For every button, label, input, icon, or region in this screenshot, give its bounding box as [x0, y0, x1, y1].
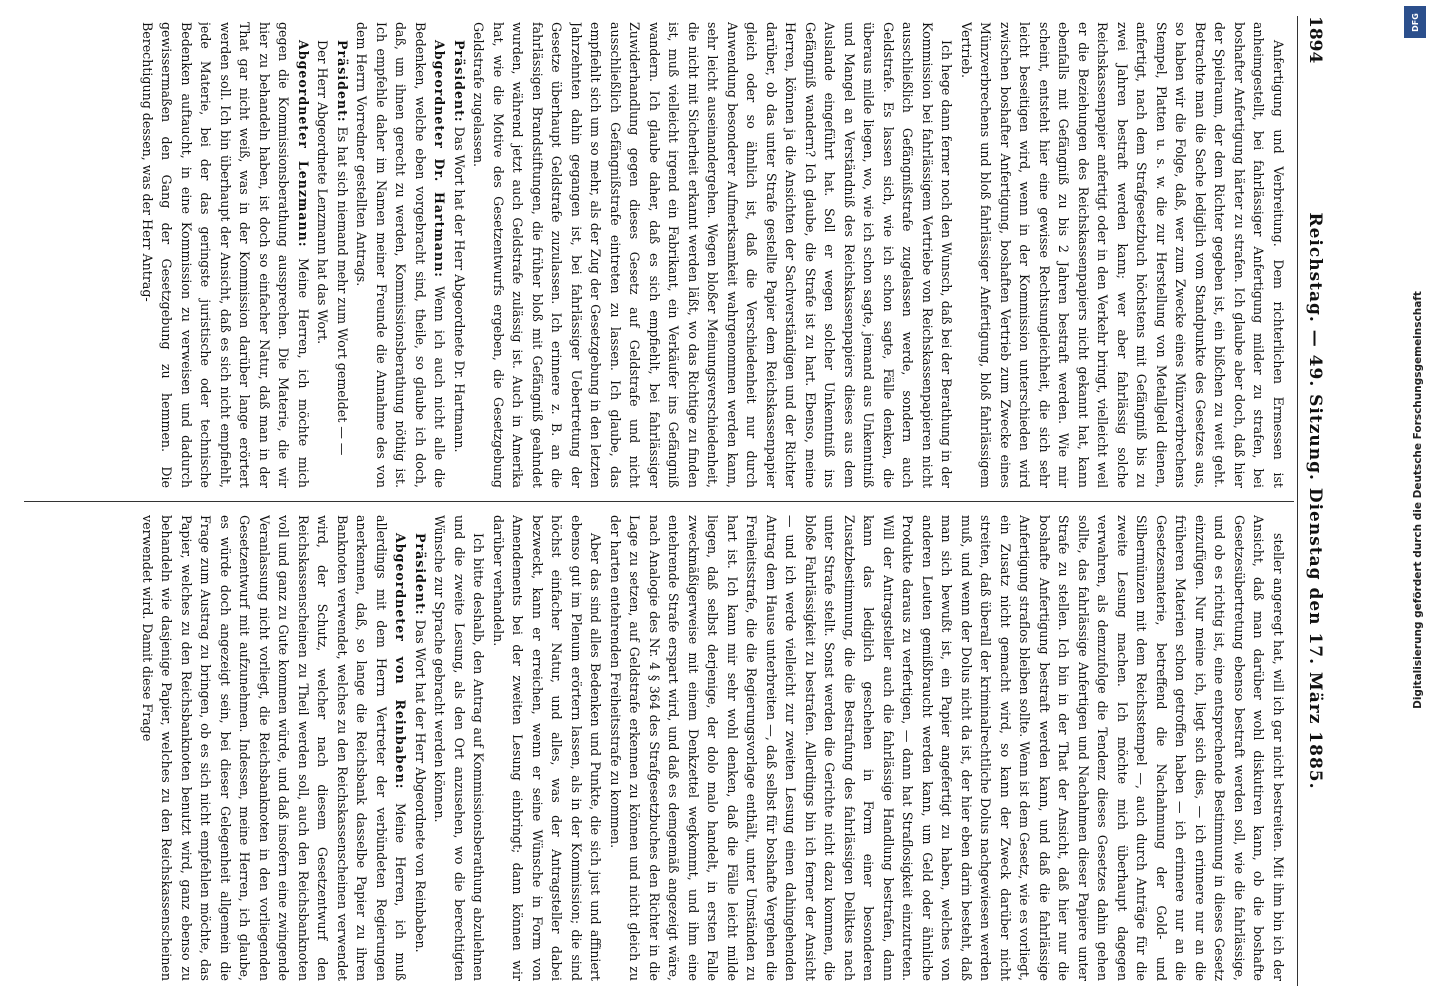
left-column — [18, 22, 1288, 488]
paragraph — [489, 515, 606, 981]
paragraph-text: steller angeregt hat, will ich gar nicht bestreiten. Mit ihm bin ich der Ansicht, daß man darüber wohl diskutiren kann, ob die boshafte Gesetzesübertretung ebenso bestraft werden soll, wie die fahrlässige, und ob es richtig ist, eine entsprechende Bestimmung in dieses Gesetz einzufügen. Nur meine ich, liegt sich dies, — ich erinnere nur an die früheren Materien schon getroffen haben — ich erinnere nur an die Gesetzesmaterie, betreffend die Nachahmung der Gold- und Silbermünzen mit dem Reichsstempel —, auch durch Anträge für die zweite Lesung machen. Ich möchte mich überhaupt dagegen verwahren, als demzufolge die Tendenz dieses Gesetzes dahin gehen sollte, das fahrlässige Anfertigen und Nachahmen dieser Papiere unter Strafe zu stellen. Ich bin in der That der Ansicht, daß hier nur die boshafte Anfertigung bestraft werden kann, und daß die fahrlässige Anfertigung straflos bleiben sollte. Wenn ist dem Gesetz, wie es vorliegt, ein Zusatz nicht gemacht wird, so kann der Zweck darüber nicht streiten, daß überall der kriminalrechtliche Dolus nachgewiesen werden muß, und wenn der Dolus nicht da ist, der hier eben darin besteht, daß man sich bewußt ist, ein Papier angefertigt zu haben, welches von anderen Leuten gemißbraucht werden kann, um Geld oder ähnliche Produkte daraus zu verfertigen, — dann hat Straflosigkeit einzutreten. Will der Antragsteller auch die fahrlässige Handlung bestrafen, dann kann das lediglich geschehen in Form einer besonderen Zusatzbestimmung, die die Bestrafung des fahrlässigen Deliktes nach unter Strafe stellt. Sonst werden die Gerichte nicht dazu kommen, die bloße Fahrlässigkeit zu bestrafen. Allerdings bin ich ferner der Ansicht — und ich werde vielleicht zur zweiten Lesung einen dahingehenden Antrag dem Hause unterbreiten —, daß selbst für boshafte Vergehen die Freiheitsstrafe, die die Regierungsvorlage enthält, unter Umständen zu hart ist. Ich kann mir sehr wohl denken, daß die Fälle leicht milde liegen, daß selbst derjenige, der dolo malo handelt, in ersten Falle zweckmäßigerweise mit einem Denkzettel wegkommt, und ihm eine entehrende Strafe erspart wird, und daß es demgemäß angezeigt wäre, nach Analogie des Nr. 4 § 364 des Strafgesetzbuches den Richter in die Lage zu setzen, auf Geldstrafe erkennen zu können und nicht gleich zu der harten entehrenden Freiheitsstrafe zu kommen. — [608, 515, 1286, 981]
paragraph-text: Ich hege dann ferner noch den Wunsch, daß bei der Berathung in der Kommission bei fahrlässigem Vertriebe von Reichskassenpapieren nicht ausschließlich Gefängnißstrafe zugelassen werde, sondern auch Geldstrafe. Es lassen sich, wie ich schon sagte, Fälle denken, die überaus milde liegen, wo, wie ich schon sagte, jemand aus Unkenntniß und Mangel an Verständniß des Reichskassenpapiers dieses aus dem Auslande eingeführt hat. Soll er wegen solcher Unkenntniß ins Gefängniß wandern? Ich glaube, die Strafe ist zu hart. Ebenso, meine Herren, können ja die Ansichten der Sachverständigen und der Richter darüber, ob das unter Strafe gestellte Papier dem Reichskassenpapier gleich oder so ähnlich ist, daß die Verschiedenheit nur durch Anwendung besonderer Aufmerksamkeit wahrgenommen werden kann, sehr leicht auseinandergehen. Wegen bloßer Meinungsverschiedenheit, die nicht mit Sicherheit erkannt werden läßt, wo das Richtige zu finden ist, muß vielleicht irgend ein Fabrikant, ein Verkäufer ins Gefängniß wandern. Ich glaube daher, daß es sich empfiehlt, bei fahrlässiger Zuwiderhandlung gegen dieses Gesetz auf Geldstrafe und nicht ausschließlich Gefängnißstrafe eintreten zu lassen. Ich glaube, das empfiehlt sich um so mehr, als der Zug der Gesetzgebung in den letzten Jahrzehnten dahin gegangen ist, bei fahrlässiger Uebertretung der Gesetze überhaupt Geldstrafe zuzulassen. Ich erinnere z. B. an die fahrlässigen Brandstiftungen, die früher bloß mit Gefängniß geahndet wurden, während jetzt auch Geldstrafe zulässig ist. Auch in Amerika hat, wie die Motive des Gesetzentwurfs ergeben, die Gesetzgebung Geldstrafe zugelassen. — [471, 22, 955, 488]
page-header-title: Reichstag. — 49. Sitzung. Dienstag den 17. März 1885. — [1305, 212, 1325, 790]
paragraph-text: Es hat sich niemand mehr zum Wort gemeldet — — — [335, 126, 350, 456]
paragraph-text: Anfertigung und Verbreitung. Dem richterlichen Ermessen ist anheimgestellt, bei fahrlässiger Anfertigung milder zu strafen, bei boshafter Anfertigung härter zu strafen. Ich glaube aber doch, daß hier der Spielraum, der dem Richter gegeben ist, ein bißchen zu weit geht. Betrachte man die Sache lediglich vom Standpunkte des Gesetzes aus, so haben wir die Folge, daß, wer zum Zwecke eines Münzverbrechens Stempel, Platten u. s. w. die zur Herstellung von Metallgeld dienen, anfertigt, nach dem Strafgesetzbuch höchstens mit Gefängniß bis zu zwei Jahren bestraft werden kann; wer aber fahrlässig solche Reichskassenpapier anfertigt oder in den Verkehr bringt, vielleicht weil er die Beziehungen des Reichskassenpapiers nicht gekannt hat, kann ebenfalls mit Gefängniß zu bis 2 Jahren bestraft werden. Wie mir scheint, entsteht hier eine gewisse Rechtsungleichheit, die sich sehr leicht beseitigen wird, wenn in der Kommission unterschieden wird zwischen boshafter Anfertigung, boshaften Vertrieb zum Zwecke eines Münzverbrechens und bloß fahrlässiger Anfertigung, bloß fahrlässigem Vertrieb. — [959, 22, 1286, 488]
right-column — [18, 515, 1288, 981]
speaker-name: Abgeordneter Lenzmann: — [296, 40, 311, 248]
paragraph-text: Meine Herren, ich möchte mich gegen die Kommissionsberathung aussprechen. Die Materie, die wir hier zu behandeln haben, ist doch so einfacher Natur, daß man in der That gar nicht weiß, was in der Kommission darüber lange erörtert werden soll. Ich bin überhaupt der Ansicht, daß es sich nicht empfiehlt, jede Materie, bei der das geringste juristische oder technische Bedenken auftaucht, in eine Kommission zu verweisen und dadurch gewissermaßen den Gang der Gesetzgebung zu hemmen. Die Berechtigung dessen, was der Herr Antrag- — [140, 22, 311, 488]
dfg-logo — [1404, 6, 1426, 38]
speaker-name: Präsident: — [452, 40, 467, 123]
paragraph — [138, 515, 411, 981]
paragraph — [606, 515, 1289, 981]
paragraph — [430, 515, 489, 981]
paragraph-text: Ich bitte deshalb, den Antrag auf Kommissionsberathung abzulehnen und die zweite Lesung, als den Ort anzusehen, wo die berechtigten Wünsche zur Sprache gebracht werden können. — [432, 515, 487, 981]
paragraph-text: Der Herr Abgeordnete Lenzmann hat das Wort. — [315, 40, 331, 345]
speaker-name: Abgeordneter von Reinbaben: — [393, 533, 409, 790]
running-head — [1297, 16, 1332, 986]
digitization-credit: Digitalisierung gefördert durch die Deutsche Forschungsgemeinschaft — [1412, 291, 1424, 709]
paragraph — [352, 22, 450, 488]
paragraph — [411, 515, 431, 981]
paragraph-text: Aber das sind alles Bedenken und Punkte, die sich just und affiniert ebenso gut im Plenum erörtern lassen, als in der Kommission; die sind höchst einfacher Natur, und alles, was der Antragsteller dabei bezweckt, kann er erreichen, wenn er seine Wünsche in Form von Amendements bei der zweiten Lesung einbringt; dann können wir darüber verhandeln. — [491, 515, 604, 981]
document-page — [12, 16, 1332, 986]
paragraph — [138, 22, 314, 488]
paragraph — [469, 22, 957, 488]
page-number: 1894 — [1305, 16, 1325, 64]
paragraph — [333, 22, 353, 488]
paragraph — [957, 22, 1289, 488]
paragraph-text: Das Wort hat der Herr Abgeordnete Dr. Hartmann. — [452, 126, 467, 453]
dfg-logo-label: DFG — [1410, 12, 1420, 32]
paragraph — [450, 22, 470, 488]
paragraph — [313, 22, 333, 488]
column-divider — [24, 501, 1294, 502]
speaker-name: Abgeordneter Dr. Hartmann: — [432, 40, 448, 278]
speaker-name: Präsident: — [335, 40, 350, 123]
paragraph-text: Wenn ich auch nicht alle die Bedenken, welche eben vorgebracht sind, theile, so glaube ich doch, daß, um ihnen gerecht zu werden, Kommissionsberathung nöthig ist. Ich empfehle daher im Namen meiner Freunde die Annahme des von dem Herrn Vorredner gestellten Antrags. — [354, 22, 448, 488]
speaker-name: Präsident: — [413, 533, 428, 616]
paragraph-text: Das Wort hat der Herr Abgeordnete von Reinbaben. — [413, 619, 428, 953]
digitization-credit-strip — [1390, 0, 1432, 1000]
paragraph-text: Meine Herren, ich muß allerdings mit dem Herrn Vertreter der verbündeten Regierungen anerkennen, daß, so lange die Reichsbank dasselbe Papier zu ihren Banknoten verwendet, welches zu den Reichskassenscheinen verwendet wird, der Schutz, welcher nach diesem Gesetzentwurf den Reichskassenscheinen zu Theil werden soll, auch den Reichsbanknoten voll und ganz zu Gute kommen würde, und daß insofern eine zwingende Veranlassung nicht vorliegt, die Reichsbanknoten in den vorliegenden Gesetzentwurf mit aufzunehmen. Indessen, meine Herren, ich glaube, es würde doch angezeigt sein, bei dieser Gelegenheit allgemein die Frage zum Austrag zu bringen, ob es sich nicht empfehlen möchte, das Papier, welches zu den Reichsbanknoten benutzt wird, ganz ebenso zu behandeln wie dasjenige Papier, welches zu den Reichskassenscheinen verwendet wird. Damit diese Frage — [140, 515, 409, 981]
